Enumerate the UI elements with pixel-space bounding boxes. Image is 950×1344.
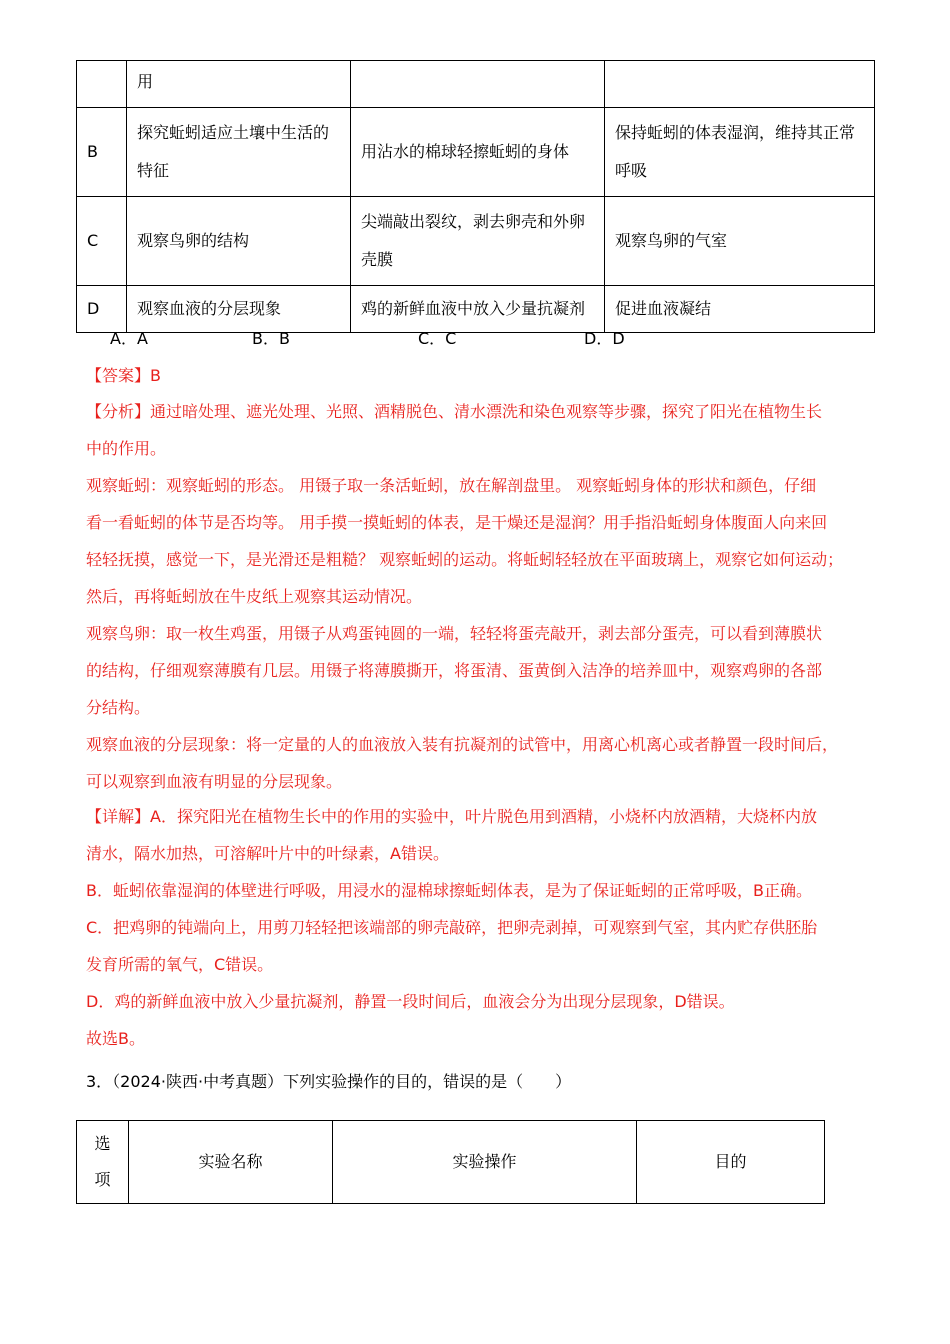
answer-line: 【答案】B: [86, 366, 161, 385]
header-option-line: 项: [94, 1170, 111, 1189]
table-row: [77, 108, 875, 197]
table-cell-purpose: 促进血液凝结: [605, 286, 875, 333]
answer-text: [86, 357, 886, 394]
table-cell-purpose: [605, 61, 875, 108]
analysis-section: [86, 393, 886, 800]
detail-line: D．鸡的新鲜血液中放入少量抗凝剂，静置一段时间后，血液会分为出现分层现象，D错误。: [86, 992, 735, 1011]
detail-line: 发育所需的氧气，C错误。: [86, 955, 274, 974]
table-cell-purpose: 保持蚯蚓的体表湿润，维持其正常呼吸: [605, 108, 875, 197]
analysis-line: 中的作用。: [86, 439, 167, 458]
analysis-line: 看一看蚯蚓的体节是否均等。 用手摸一摸蚯蚓的体表，是干燥还是湿润？用手指沿蚯蚓身体腹面人向来回: [86, 513, 828, 532]
analysis-line: 然后，再将蚯蚓放在牛皮纸上观察其运动情况。: [86, 587, 423, 606]
analysis-line: 分结构。: [86, 698, 151, 717]
table-header-row: [77, 1121, 825, 1204]
detail-line: C．把鸡卵的钝端向上，用剪刀轻轻把该端部的卵壳敲碎，把卵壳剥掉，可观察到气室，其内贮存供胚胎: [86, 918, 818, 937]
detail-section: [86, 798, 886, 1057]
analysis-line: 观察蚯蚓：观察蚯蚓的形态。 用镊子取一条活蚯蚓，放在解剖盘里。 观察蚯蚓身体的形状和颜色，仔细: [86, 476, 817, 495]
question-3: 3．（2024·陕西·中考真题）下列实验操作的目的，错误的是（ ）: [86, 1072, 572, 1091]
table-cell-operation: 用沾水的棉球轻擦蚯蚓的身体: [351, 108, 605, 197]
detail-line: 【详解】A．探究阳光在植物生长中的作用的实验中，叶片脱色用到酒精，小烧杯内放酒精，大烧杯内放: [86, 807, 817, 826]
table-cell-option: B: [77, 108, 127, 197]
header-option-line: 选: [94, 1134, 111, 1153]
experiment-table-header: [76, 1120, 825, 1204]
header-option: [77, 1121, 129, 1204]
table-cell-operation: [351, 61, 605, 108]
experiment-table-continued: [76, 60, 875, 333]
header-purpose: 目的: [637, 1121, 825, 1204]
analysis-line: 可以观察到血液有明显的分层现象。: [86, 772, 343, 791]
header-operation: 实验操作: [333, 1121, 637, 1204]
table-cell-option: [77, 61, 127, 108]
table-cell-operation: 尖端敲出裂纹，剥去卵壳和外卵壳膜: [351, 197, 605, 286]
table-cell-option: C: [77, 197, 127, 286]
table-cell-purpose: 观察鸟卵的气室: [605, 197, 875, 286]
choice-c: C．C: [418, 329, 457, 348]
detail-line: 清水，隔水加热，可溶解叶片中的叶绿素，A错误。: [86, 844, 449, 863]
table-row: [77, 61, 875, 108]
analysis-line: 观察血液的分层现象：将一定量的人的血液放入装有抗凝剂的试管中，用离心机离心或者静置一段时间后，: [86, 735, 839, 754]
choice-d: D．D: [584, 329, 625, 348]
choice-a: A．A: [110, 329, 148, 348]
detail-line: B．蚯蚓依靠湿润的体壁进行呼吸，用浸水的湿棉球擦蚯蚓体表，是为了保证蚯蚓的正常呼吸，B正确。: [86, 881, 812, 900]
table-row: [77, 197, 875, 286]
analysis-line: 的结构，仔细观察薄膜有几层。用镊子将薄膜撕开，将蛋清、蛋黄倒入洁净的培养皿中，观察鸡卵的各部: [86, 661, 823, 680]
header-name: 实验名称: [129, 1121, 333, 1204]
analysis-line: 轻轻抚摸，感觉一下，是光滑还是粗糙？ 观察蚯蚓的运动。将蚯蚓轻轻放在平面玻璃上，观察它如何运动；: [86, 550, 844, 569]
choice-b: B．B: [252, 329, 290, 348]
table-cell-name: 用: [127, 61, 351, 108]
analysis-line: 【分析】通过暗处理、遮光处理、光照、酒精脱色、清水漂洗和染色观察等步骤，探究了阳光在植物生长: [86, 402, 823, 421]
detail-line: 故选B。: [86, 1029, 145, 1048]
table-cell-name: 观察血液的分层现象: [127, 286, 351, 333]
table-cell-name: 探究蚯蚓适应土壤中生活的特征: [127, 108, 351, 197]
table-cell-option: D: [77, 286, 127, 333]
table-cell-name: 观察鸟卵的结构: [127, 197, 351, 286]
analysis-line: 观察鸟卵：取一枚生鸡蛋，用镊子从鸡蛋钝圆的一端，轻轻将蛋壳敲开，剥去部分蛋壳，可以看到薄膜状: [86, 624, 823, 643]
answer-choices: [0, 326, 950, 352]
table-cell-operation: 鸡的新鲜血液中放入少量抗凝剂: [351, 286, 605, 333]
